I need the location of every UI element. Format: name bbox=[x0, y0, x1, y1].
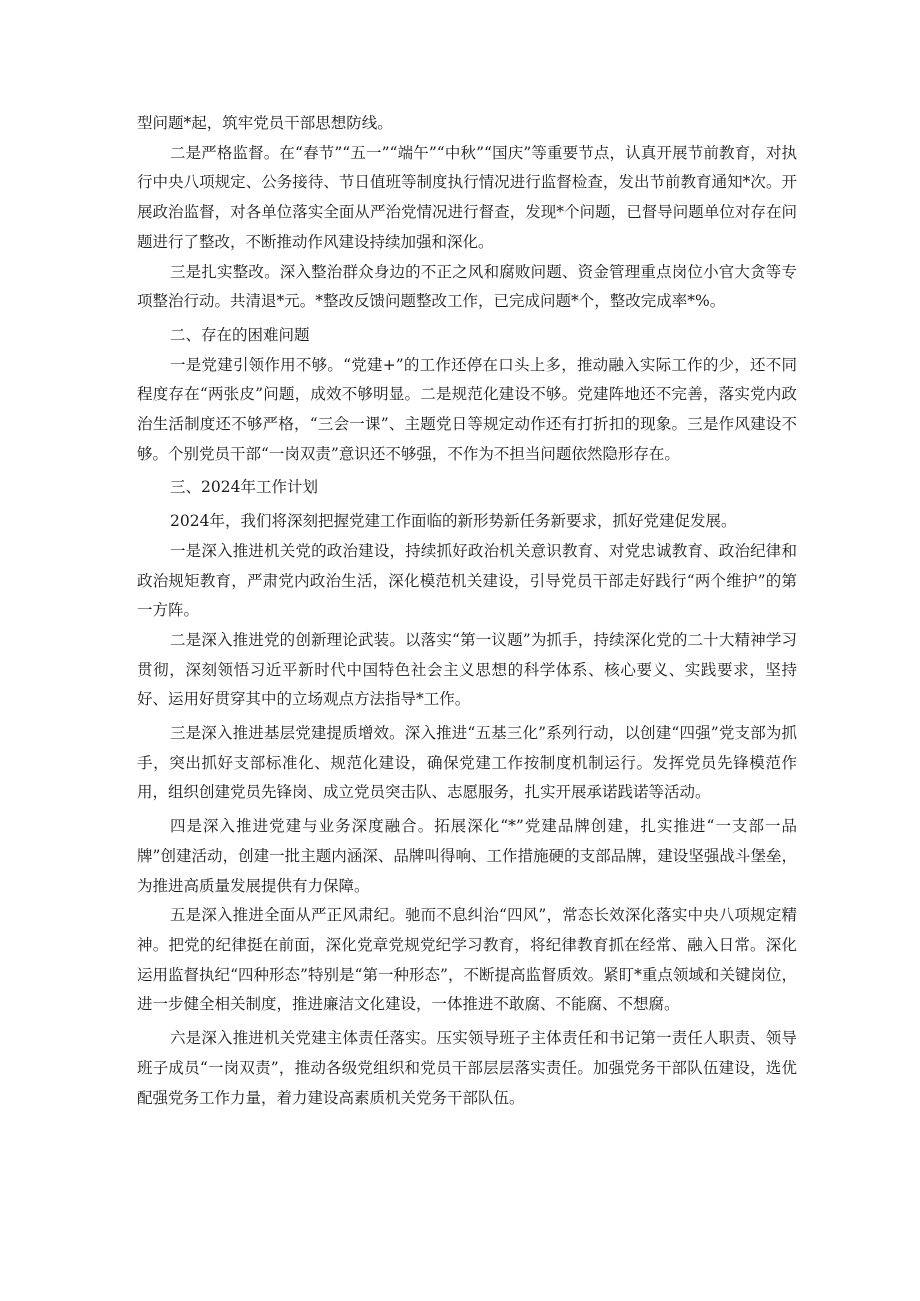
section-heading-problems: 二、存在的困难问题 bbox=[170, 325, 310, 344]
paragraph-plan-item-5: 五是深入推进全面从严正风肃纪。驰而不息纠治“四风”，常态长效深化落实中央八项规定精神。把党的纪律挺在前面，深化党章党规党纪学习教育，将纪律教育抓在经常、融入日常。深化运用监督执纪“四种形态”特别是“第一种形态”，不断提高监督质效。紧盯*重点领域和关键岗位，进一步健全相关制度，推进廉洁文化建设，一体推进不敢腐、不能腐、不想腐。 bbox=[137, 906, 797, 1014]
paragraph-plan-intro: 2024年，我们将深刻把握党建工作面临的新形势新任务新要求，抓好党建促发展。 bbox=[170, 512, 737, 531]
paragraph-plan-item-2: 二是深入推进党的创新理论武装。以落实“第一议题”为抓手，持续深化党的二十大精神学习贯彻，深刻领悟习近平新时代中国特色社会主义思想的科学体系、核心要义、实践要求，坚持好、运用好贯穿其中的立场观点方法指导*工作。 bbox=[137, 630, 797, 709]
paragraph-problems: 一是党建引领作用不够。“党建+”的工作还停在口头上多，推动融入实际工作的少，还不同程度存在“两张皮”问题，成效不够明显。二是规范化建设不够。党建阵地还不完善，落实党内政治生活制度还不够严格，“三会一课”、主题党日等规定动作还有打折扣的现象。三是作风建设不够。个别党员干部“一岗双责”意识还不够强，不作为不担当问题依然隐形存在。 bbox=[137, 355, 797, 463]
paragraph-rectification: 三是扎实整改。深入整治群众身边的不正之风和腐败问题、资金管理重点岗位小官大贪等专项整治行动。共清退*元。*整改反馈问题整改工作，已完成问题*个，整改完成率*%。 bbox=[137, 262, 797, 311]
paragraph-continuation: 型问题*起，筑牢党员干部思想防线。 bbox=[137, 114, 393, 132]
paragraph-plan-item-4: 四是深入推进党建与业务深度融合。拓展深化“*”党建品牌创建，扎实推进“一支部一品牌”创建活动，创建一批主题内涵深、品牌叫得响、工作措施硬的支部品牌，建设坚强战斗堡垒，为推进高质量发展提供有力保障。 bbox=[137, 817, 797, 895]
paragraph-plan-item-3: 三是深入推进基层党建提质增效。深入推进“五基三化”系列行动，以创建“四强”党支部为抓手，突出抓好支部标准化、规范化建设，确保党建工作按制度机制运行。发挥党员先锋模范作用，组织创建党员先锋岗、成立党员突击队、志愿服务，扎实开展承诺践诺等活动。 bbox=[137, 724, 797, 802]
section-heading-work-plan: 三、2024年工作计划 bbox=[170, 478, 318, 497]
paragraph-plan-item-6: 六是深入推进机关党建主体责任落实。压实领导班子主体责任和书记第一责任人职责、领导班子成员“一岗双责”，推动各级党组织和党员干部层层落实责任。加强党务干部队伍建设，选优配强党务工作力量，着力建设高素质机关党务干部队伍。 bbox=[137, 1029, 797, 1107]
paragraph-plan-item-1: 一是深入推进机关党的政治建设，持续抓好政治机关意识教育、对党忠诚教育、政治纪律和政治规矩教育，严肃党内政治生活，深化模范机关建设，引导党员干部走好践行“两个维护”的第一方阵。 bbox=[137, 541, 797, 620]
document-body bbox=[137, 109, 797, 1113]
paragraph-strict-supervision: 二是严格监督。在“春节”“五一”“端午”“中秋”“国庆”等重要节点，认真开展节前教育，对执行中央八项规定、公务接待、节日值班等制度执行情况进行监督检查，发出节前教育通知*次。开展政治监督，对各单位落实全面从严治党情况进行督查，发现*个问题，已督导问题单位对存在问题进行了整改，不断推动作风建设持续加强和深化。 bbox=[137, 143, 797, 251]
